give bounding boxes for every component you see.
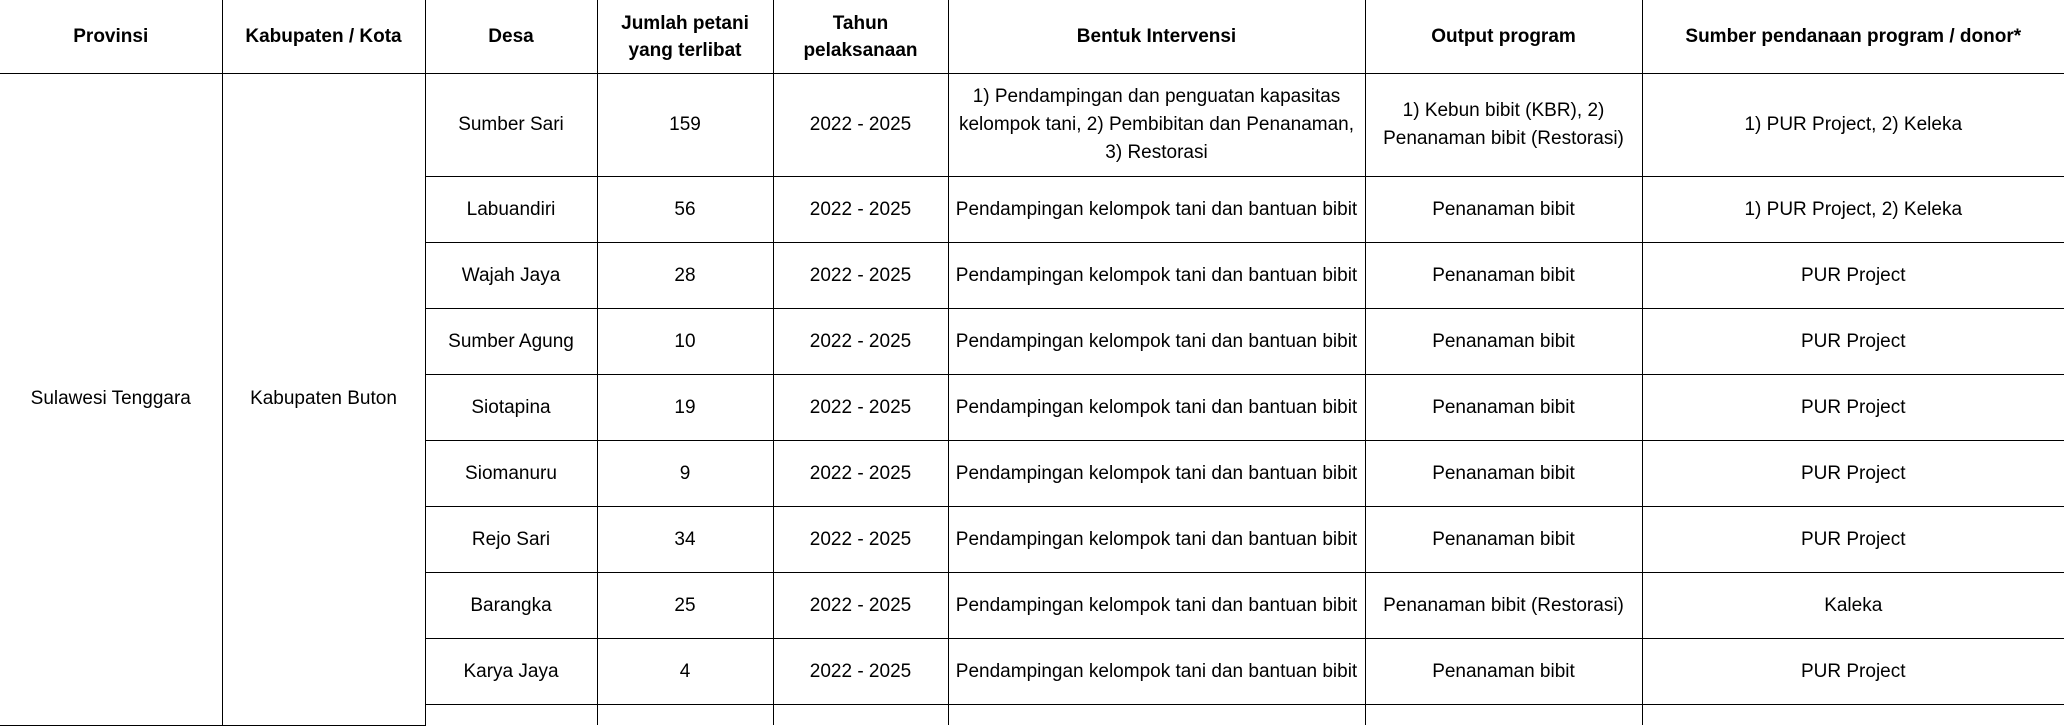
tahun-cell: 2022 - 2025 [773, 309, 948, 375]
desa-cell: Labuandiri [425, 177, 597, 243]
intervensi-cell: Pendampingan kelompok tani dan bantuan bibit [948, 573, 1365, 639]
header-jumlah-petani: Jumlah petani yang terlibat [597, 0, 773, 74]
intervensi-cell: Pendampingan kelompok tani dan bantuan bibit [948, 177, 1365, 243]
sumber-cell: PUR Project [1642, 375, 2064, 441]
header-bentuk-intervensi: Bentuk Intervensi [948, 0, 1365, 74]
jumlah-cell: 159 [597, 74, 773, 177]
header-provinsi: Provinsi [0, 0, 222, 74]
desa-cell: Wajah Jaya [425, 243, 597, 309]
tahun-cell: 2022 - 2025 [773, 375, 948, 441]
tahun-cell: 2022 - 2025 [773, 507, 948, 573]
intervensi-cell: Pendampingan kelompok tani dan bantuan bibit [948, 309, 1365, 375]
sumber-cell: PUR Project [1642, 441, 2064, 507]
header-tahun-pelaksanaan: Tahun pelaksanaan [773, 0, 948, 74]
jumlah-cell: 28 [597, 243, 773, 309]
output-cell [1365, 705, 1642, 726]
tahun-cell: 2022 - 2025 [773, 243, 948, 309]
desa-cell: Sumber Sari [425, 74, 597, 177]
sumber-cell: 1) PUR Project, 2) Keleka [1642, 177, 2064, 243]
intervensi-cell: 1) Pendampingan dan penguatan kapasitas kelompok tani, 2) Pembibitan dan Penanaman, 3) Restorasi [948, 74, 1365, 177]
intervensi-cell: Pendampingan kelompok tani dan bantuan bibit [948, 507, 1365, 573]
output-cell: Penanaman bibit [1365, 309, 1642, 375]
desa-cell: Siomanuru [425, 441, 597, 507]
desa-cell: Barangka [425, 573, 597, 639]
desa-cell: Siotapina [425, 375, 597, 441]
intervensi-cell [948, 705, 1365, 726]
output-cell: Penanaman bibit [1365, 441, 1642, 507]
output-cell: Penanaman bibit [1365, 243, 1642, 309]
kabupaten-cell: Kabupaten Buton [222, 74, 425, 726]
jumlah-cell: 9 [597, 441, 773, 507]
sumber-cell: PUR Project [1642, 309, 2064, 375]
jumlah-cell: 10 [597, 309, 773, 375]
intervensi-cell: Pendampingan kelompok tani dan bantuan bibit [948, 375, 1365, 441]
header-output-program: Output program [1365, 0, 1642, 74]
tahun-cell: 2022 - 2025 [773, 74, 948, 177]
tahun-cell: 2022 - 2025 [773, 177, 948, 243]
output-cell: Penanaman bibit (Restorasi) [1365, 573, 1642, 639]
output-cell: 1) Kebun bibit (KBR), 2) Penanaman bibit (Restorasi) [1365, 74, 1642, 177]
desa-cell [425, 705, 597, 726]
intervensi-cell: Pendampingan kelompok tani dan bantuan bibit [948, 639, 1365, 705]
header-desa: Desa [425, 0, 597, 74]
output-cell: Penanaman bibit [1365, 639, 1642, 705]
sumber-cell: PUR Project [1642, 507, 2064, 573]
header-row [0, 0, 2064, 74]
desa-cell: Rejo Sari [425, 507, 597, 573]
intervensi-cell: Pendampingan kelompok tani dan bantuan bibit [948, 243, 1365, 309]
sumber-cell [1642, 705, 2064, 726]
desa-cell: Karya Jaya [425, 639, 597, 705]
jumlah-cell [597, 705, 773, 726]
header-kabupaten-kota: Kabupaten / Kota [222, 0, 425, 74]
jumlah-cell: 25 [597, 573, 773, 639]
output-cell: Penanaman bibit [1365, 507, 1642, 573]
output-cell: Penanaman bibit [1365, 177, 1642, 243]
sumber-cell: Kaleka [1642, 573, 2064, 639]
tahun-cell: 2022 - 2025 [773, 573, 948, 639]
intervensi-cell: Pendampingan kelompok tani dan bantuan bibit [948, 441, 1365, 507]
sumber-cell: PUR Project [1642, 639, 2064, 705]
tahun-cell: 2022 - 2025 [773, 441, 948, 507]
jumlah-cell: 56 [597, 177, 773, 243]
tahun-cell [773, 705, 948, 726]
jumlah-cell: 34 [597, 507, 773, 573]
table-row [0, 74, 2064, 177]
header-sumber-pendanaan: Sumber pendanaan program / donor* [1642, 0, 2064, 74]
desa-cell: Sumber Agung [425, 309, 597, 375]
sumber-cell: PUR Project [1642, 243, 2064, 309]
provinsi-cell: Sulawesi Tenggara [0, 74, 222, 726]
jumlah-cell: 4 [597, 639, 773, 705]
sumber-cell: 1) PUR Project, 2) Keleka [1642, 74, 2064, 177]
tahun-cell: 2022 - 2025 [773, 639, 948, 705]
output-cell: Penanaman bibit [1365, 375, 1642, 441]
jumlah-cell: 19 [597, 375, 773, 441]
